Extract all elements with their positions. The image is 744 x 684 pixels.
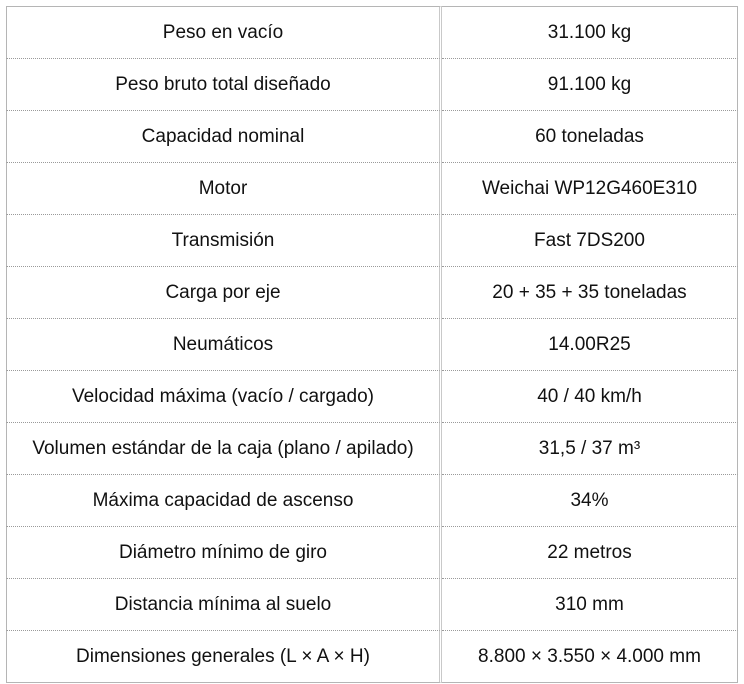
table-row xyxy=(6,631,738,683)
spec-label: Capacidad nominal xyxy=(6,111,442,163)
table-row xyxy=(6,163,738,215)
spec-value: 60 toneladas xyxy=(442,111,738,163)
table-row xyxy=(6,6,738,59)
specifications-table xyxy=(6,6,738,683)
spec-value: 91.100 kg xyxy=(442,59,738,111)
spec-value: 34% xyxy=(442,475,738,527)
table-row xyxy=(6,267,738,319)
spec-label: Carga por eje xyxy=(6,267,442,319)
spec-label: Diámetro mínimo de giro xyxy=(6,527,442,579)
spec-label: Peso bruto total diseñado xyxy=(6,59,442,111)
spec-value: 31,5 / 37 m³ xyxy=(442,423,738,475)
table-row xyxy=(6,59,738,111)
spec-value: 31.100 kg xyxy=(442,6,738,59)
table-row xyxy=(6,423,738,475)
spec-label: Neumáticos xyxy=(6,319,442,371)
table-row xyxy=(6,111,738,163)
spec-value: 22 metros xyxy=(442,527,738,579)
spec-label: Transmisión xyxy=(6,215,442,267)
table-row xyxy=(6,579,738,631)
table-row xyxy=(6,371,738,423)
spec-label: Distancia mínima al suelo xyxy=(6,579,442,631)
spec-label: Dimensiones generales (L × A × H) xyxy=(6,631,442,683)
spec-value: 20 + 35 + 35 toneladas xyxy=(442,267,738,319)
spec-label: Peso en vacío xyxy=(6,6,442,59)
table-row xyxy=(6,527,738,579)
spec-value: 14.00R25 xyxy=(442,319,738,371)
table-row xyxy=(6,215,738,267)
table-row xyxy=(6,319,738,371)
spec-value: 310 mm xyxy=(442,579,738,631)
table-row xyxy=(6,475,738,527)
spec-value: Weichai WP12G460E310 xyxy=(442,163,738,215)
spec-value: Fast 7DS200 xyxy=(442,215,738,267)
spec-value: 40 / 40 km/h xyxy=(442,371,738,423)
spec-label: Volumen estándar de la caja (plano / apilado) xyxy=(6,423,442,475)
spec-value: 8.800 × 3.550 × 4.000 mm xyxy=(442,631,738,683)
spec-label: Motor xyxy=(6,163,442,215)
specifications-table-body xyxy=(6,6,738,683)
spec-label: Máxima capacidad de ascenso xyxy=(6,475,442,527)
spec-label: Velocidad máxima (vacío / cargado) xyxy=(6,371,442,423)
